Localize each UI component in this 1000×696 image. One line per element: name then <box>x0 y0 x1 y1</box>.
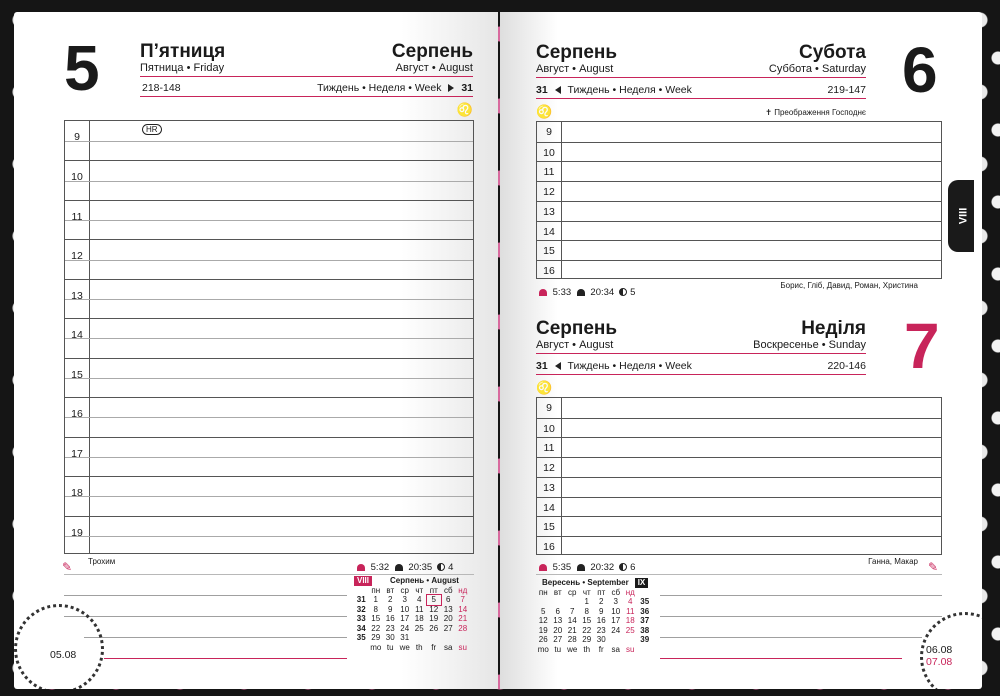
hour-label: 19 <box>71 526 83 539</box>
hour-label: 16 <box>543 264 555 277</box>
hour-label: 9 <box>74 131 80 143</box>
calendar-day: 4 <box>628 597 633 606</box>
calendar-day-head: ср <box>568 587 577 597</box>
hour-row[interactable] <box>537 418 941 438</box>
month-tab[interactable]: VIII <box>948 180 974 252</box>
calendar-week-head <box>354 643 369 653</box>
name-day: Трохим <box>88 557 116 566</box>
sun-moon-info <box>354 562 453 573</box>
corner-date: 05.08 <box>50 649 77 661</box>
calendar-week-head <box>638 588 653 598</box>
hour-row[interactable] <box>65 516 473 555</box>
hour-grid[interactable] <box>536 121 942 279</box>
calendar-day: 15 <box>582 616 592 625</box>
day-name-sub: Пятница • Friday <box>140 62 225 74</box>
calendar-day-head: ср <box>400 585 409 595</box>
calendar-week-number: 36 <box>640 606 650 616</box>
month-name-sub: Август • August <box>536 339 614 351</box>
hour-row[interactable] <box>65 397 473 436</box>
calendar-day-head: вт <box>386 585 395 595</box>
calendar-day <box>441 633 456 643</box>
sunset-time: 20:32 <box>590 562 615 573</box>
name-day: Борис, Гліб, Давид, Роман, Христина <box>780 281 918 290</box>
week-number: 31 <box>536 360 548 372</box>
calendar-day: 21 <box>458 614 468 623</box>
hour-label: 12 <box>543 186 555 199</box>
page-corner-decoration <box>14 604 104 689</box>
note-line[interactable] <box>660 595 942 596</box>
leo-zodiac-icon: ♌ <box>536 380 553 395</box>
sun-moon-info <box>536 287 635 298</box>
sunrise-icon <box>536 563 550 571</box>
calendar-day-head-en: we <box>399 642 410 652</box>
hour-label: 15 <box>543 521 555 534</box>
calendar-day <box>565 597 580 607</box>
day-name: Субота <box>798 42 866 63</box>
hour-label: 16 <box>543 540 555 553</box>
hour-label: 11 <box>543 442 555 455</box>
calendar-day-head: нд <box>625 587 635 597</box>
note-line[interactable] <box>104 658 347 659</box>
week-label: Тиждень • Неделя • Week <box>567 360 692 372</box>
hour-row[interactable] <box>65 437 473 476</box>
calendar-day-head-en: sa <box>611 644 620 654</box>
calendar-day: 3 <box>613 597 618 606</box>
calendar-day-head-en: fr <box>598 644 604 654</box>
moon-phase-icon <box>437 563 445 571</box>
calendar-day-head-en: th <box>415 642 423 652</box>
hour-row[interactable] <box>537 161 941 181</box>
hour-row[interactable] <box>537 398 941 418</box>
calendar-day-head: пн <box>371 585 381 595</box>
calendar-week-number: 35 <box>356 633 366 642</box>
calendar-day: 14 <box>567 616 577 625</box>
left-page <box>14 12 498 689</box>
moon-day: 4 <box>448 562 454 573</box>
calendar-day: 17 <box>611 616 621 625</box>
day-count: 220-146 <box>827 360 866 372</box>
calendar-day: 24 <box>400 623 410 633</box>
week-number: 31 <box>461 82 473 94</box>
calendar-day <box>456 633 471 643</box>
calendar-day: 1 <box>373 595 378 604</box>
calendar-week-number: 37 <box>640 616 650 625</box>
calendar-day: 11 <box>415 604 424 614</box>
calendar-day-head-en: th <box>583 644 591 654</box>
sunrise-time: 5:33 <box>552 287 572 298</box>
holiday-name: ✝ Преображення Господнє <box>765 108 866 117</box>
pencil-icon: ✎ <box>928 560 939 574</box>
calendar-day: 14 <box>458 604 468 614</box>
calendar-day: 16 <box>385 614 395 623</box>
calendar-day: 19 <box>538 625 548 635</box>
calendar-day: 22 <box>371 623 381 633</box>
sunset-icon <box>392 563 406 571</box>
hour-row[interactable] <box>65 200 473 239</box>
sunrise-icon <box>536 288 550 296</box>
calendar-day: 31 <box>400 633 410 642</box>
day-count: 219-147 <box>827 84 866 96</box>
calendar-day: 6 <box>446 595 451 604</box>
cross-icon: ✝ <box>765 108 772 117</box>
calendar-day: 13 <box>553 616 563 625</box>
calendar-day: 22 <box>582 625 592 635</box>
calendar-week-head <box>638 645 653 655</box>
day-number: 5 <box>64 32 100 104</box>
hour-label: 17 <box>71 447 83 460</box>
week-label: Тиждень • Неделя • Week <box>317 82 442 94</box>
note-line[interactable] <box>64 595 347 596</box>
hour-label: 11 <box>543 166 555 179</box>
moon-day: 6 <box>630 562 636 573</box>
calendar-day: 30 <box>385 633 395 642</box>
calendar-day-head-en: sa <box>444 642 453 652</box>
hour-row[interactable] <box>537 457 941 477</box>
calendar-day: 26 <box>538 635 548 644</box>
calendar-day: 13 <box>443 604 453 614</box>
calendar-day-head-en: tu <box>554 644 562 654</box>
hour-row[interactable] <box>537 201 941 221</box>
sunrise-time: 5:35 <box>552 562 572 573</box>
leo-zodiac-icon: ♌ <box>456 102 473 117</box>
calendar-day: 28 <box>567 635 577 644</box>
calendar-day: 2 <box>388 595 393 604</box>
corner-date: 06.08 <box>926 644 953 656</box>
calendar-day-head-en: tu <box>386 642 394 652</box>
calendar-day: 30 <box>596 635 606 644</box>
hour-label: 14 <box>71 329 83 342</box>
right-page <box>500 12 982 689</box>
calendar-day: 27 <box>443 623 453 633</box>
day-number: 7 <box>904 310 940 382</box>
calendar-day <box>551 597 566 607</box>
calendar-month-roman: VIII <box>354 576 372 586</box>
hour-row[interactable] <box>537 516 941 536</box>
moon-day: 5 <box>630 287 636 298</box>
week-info <box>536 84 692 96</box>
hour-row[interactable] <box>65 160 473 199</box>
note-line[interactable] <box>64 616 347 617</box>
calendar-day: 3 <box>402 595 407 604</box>
hour-label: 10 <box>543 422 555 435</box>
calendar-day: 27 <box>553 635 563 644</box>
hour-label: 16 <box>71 408 83 421</box>
sunset-time: 20:35 <box>408 562 433 573</box>
week-info <box>317 82 473 94</box>
day-name-sub: Суббота • Saturday <box>768 63 866 75</box>
week-info <box>536 360 692 372</box>
calendar-day: 5 <box>427 595 442 605</box>
calendar-day-head-en: fr <box>431 642 437 652</box>
holiday-badge: HR <box>142 124 162 135</box>
calendar-week-number: 32 <box>356 604 366 614</box>
moon-phase-icon <box>619 563 627 571</box>
calendar-day: 20 <box>553 625 563 635</box>
calendar-day-head: чт <box>582 587 591 597</box>
calendar-day: 7 <box>570 606 575 616</box>
day-name: П’ятниця <box>140 41 226 62</box>
hour-row[interactable] <box>537 142 941 162</box>
calendar-day: 12 <box>538 616 548 625</box>
calendar-day-head: вт <box>553 587 562 597</box>
calendar-week-head <box>354 586 369 596</box>
hour-label: 12 <box>543 462 555 475</box>
arrow-right-icon <box>448 84 454 92</box>
calendar-day: 18 <box>625 616 635 625</box>
calendar-week-number: 38 <box>640 625 650 635</box>
corner-date-sunday: 07.08 <box>926 656 953 668</box>
calendar-day: 29 <box>371 633 381 642</box>
calendar-day: 23 <box>385 623 395 633</box>
day-number: 6 <box>902 34 938 106</box>
calendar-day-head: пт <box>429 585 438 595</box>
page-corner-decoration <box>920 612 982 689</box>
calendar-day: 9 <box>388 604 393 614</box>
calendar-day-head: пн <box>538 587 548 597</box>
moon-phase-icon <box>619 288 627 296</box>
note-line[interactable] <box>660 616 942 617</box>
hour-label: 15 <box>71 368 83 381</box>
calendar-day: 21 <box>567 625 577 635</box>
sunset-icon <box>574 288 588 296</box>
calendar-day-head: пт <box>597 587 606 597</box>
calendar-day: 12 <box>429 604 439 614</box>
calendar-day: 19 <box>429 614 439 623</box>
hour-label: 11 <box>71 210 83 223</box>
note-line[interactable] <box>660 658 902 659</box>
note-line[interactable] <box>660 637 922 638</box>
calendar-title: Серпень • August <box>390 576 459 585</box>
calendar-day: 10 <box>611 606 621 616</box>
hour-row[interactable] <box>65 318 473 357</box>
calendar-day: 2 <box>599 597 604 606</box>
arrow-left-icon <box>555 86 561 94</box>
hour-label: 18 <box>71 487 83 500</box>
leo-zodiac-icon: ♌ <box>536 104 553 119</box>
hour-label: 9 <box>546 402 552 414</box>
hour-row[interactable] <box>65 121 473 160</box>
calendar-week-number: 31 <box>356 595 366 604</box>
calendar-day <box>609 635 624 645</box>
hour-label: 14 <box>543 501 555 514</box>
calendar-day: 8 <box>373 604 378 614</box>
calendar-day: 18 <box>414 614 424 623</box>
hour-label: 13 <box>543 481 555 494</box>
mini-calendar-august <box>354 576 470 652</box>
calendar-day: 7 <box>460 595 465 604</box>
calendar-table <box>536 588 652 655</box>
calendar-day <box>536 597 551 607</box>
calendar-day: 11 <box>626 606 635 616</box>
hour-label: 15 <box>543 245 555 258</box>
day-name: Неділя <box>801 318 866 339</box>
sunset-time: 20:34 <box>590 287 615 298</box>
calendar-day <box>623 635 638 645</box>
calendar-day: 5 <box>541 606 546 616</box>
month-name: Серпень <box>536 42 618 63</box>
hour-row[interactable] <box>65 239 473 278</box>
hour-label: 10 <box>71 171 83 184</box>
name-day: Ганна, Макар <box>868 557 918 566</box>
hour-row[interactable] <box>65 279 473 318</box>
calendar-month-roman: IX <box>635 578 649 588</box>
calendar-day: 1 <box>584 597 589 606</box>
month-name-sub: Август • August <box>536 63 614 75</box>
calendar-day: 4 <box>417 595 422 604</box>
calendar-day-head-en: mo <box>537 644 549 654</box>
header-divider <box>140 76 473 77</box>
calendar-day: 25 <box>414 623 424 633</box>
pencil-icon: ✎ <box>62 560 73 574</box>
calendar-day-head-en: we <box>567 644 578 654</box>
calendar-day-head-en: mo <box>370 642 382 652</box>
hour-label: 10 <box>543 146 555 159</box>
hour-row[interactable] <box>537 122 941 142</box>
calendar-week-number: 35 <box>640 597 650 606</box>
calendar-day: 6 <box>555 606 560 616</box>
calendar-week-number: 33 <box>356 614 366 623</box>
sunrise-time: 5:32 <box>370 562 390 573</box>
hour-row[interactable] <box>537 260 941 280</box>
calendar-day-head: чт <box>415 585 424 595</box>
hour-row[interactable] <box>65 476 473 515</box>
week-label: Тиждень • Неделя • Week <box>567 84 692 96</box>
calendar-day: 20 <box>443 614 453 623</box>
hour-row[interactable] <box>537 536 941 556</box>
calendar-day: 10 <box>400 604 410 614</box>
hour-row[interactable] <box>537 240 941 260</box>
calendar-day: 23 <box>596 625 606 635</box>
hour-grid[interactable] <box>64 120 474 554</box>
calendar-day-head: нд <box>458 585 468 595</box>
month-name-sub: Август • August <box>395 62 473 74</box>
sunrise-icon <box>354 563 368 571</box>
sun-moon-info <box>536 562 635 573</box>
calendar-day-head: сб <box>611 587 621 597</box>
calendar-day: 29 <box>582 635 592 644</box>
calendar-day: 28 <box>458 623 468 633</box>
month-name: Серпень <box>391 41 473 62</box>
calendar-week-number: 34 <box>356 623 366 633</box>
calendar-day-head: сб <box>443 585 453 595</box>
hour-label: 12 <box>71 250 83 263</box>
sunset-icon <box>574 563 588 571</box>
calendar-day: 17 <box>400 614 410 623</box>
hour-label: 14 <box>543 225 555 238</box>
calendar-day: 9 <box>599 606 604 616</box>
arrow-left-icon <box>555 362 561 370</box>
mini-calendar-september <box>536 578 652 654</box>
calendar-day-head-en: su <box>626 644 635 654</box>
hour-row[interactable] <box>65 358 473 397</box>
calendar-day: 25 <box>625 625 635 635</box>
calendar-day-head-en: su <box>458 642 467 652</box>
hour-label: 13 <box>71 289 83 302</box>
calendar-day: 8 <box>584 606 589 616</box>
month-name: Серпень <box>536 318 618 339</box>
calendar-day: 15 <box>371 614 381 623</box>
calendar-week-number: 39 <box>640 635 650 644</box>
calendar-day: 24 <box>611 625 621 635</box>
hour-grid[interactable] <box>536 397 942 555</box>
hour-row[interactable] <box>537 477 941 497</box>
calendar-title: Вересень • September <box>542 578 629 587</box>
calendar-day: 16 <box>596 616 606 625</box>
note-line[interactable] <box>84 637 347 638</box>
hour-row[interactable] <box>537 181 941 201</box>
calendar-day <box>412 633 427 643</box>
day-count: 218-148 <box>142 82 181 94</box>
calendar-day: 26 <box>429 623 439 633</box>
hour-label: 13 <box>543 205 555 218</box>
hour-row[interactable] <box>537 221 941 241</box>
hour-label: 9 <box>546 126 552 138</box>
calendar-day <box>427 633 442 643</box>
header-divider-2 <box>140 96 473 97</box>
hour-row[interactable] <box>537 437 941 457</box>
day-name-sub: Воскресенье • Sunday <box>753 339 866 351</box>
calendar-table <box>354 586 470 653</box>
hour-row[interactable] <box>537 497 941 517</box>
week-number: 31 <box>536 84 548 96</box>
